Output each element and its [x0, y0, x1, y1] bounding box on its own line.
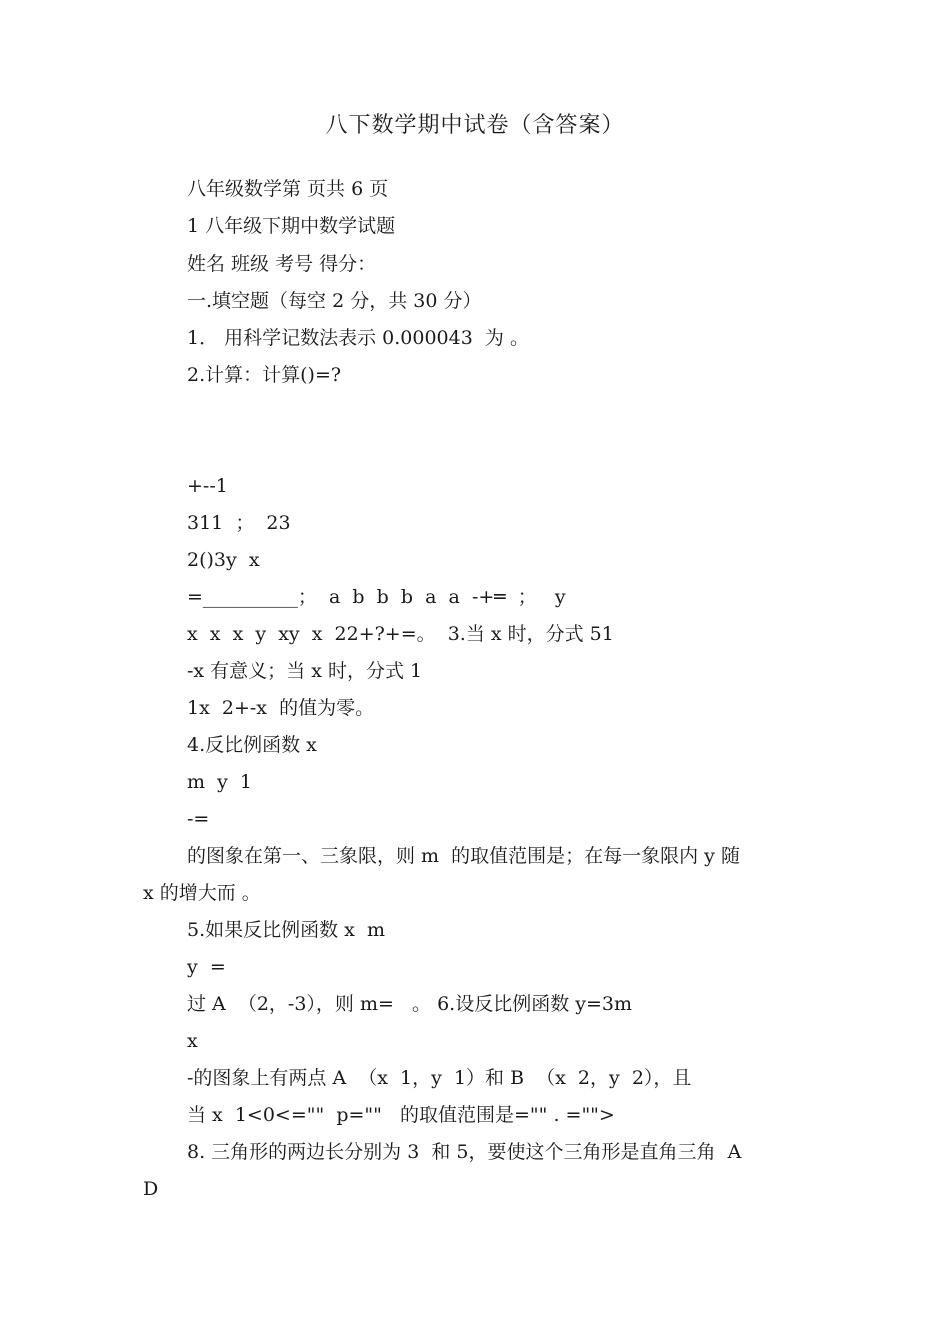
- page-info-line: 八年级数学第 页共 6 页: [187, 178, 389, 200]
- question-5: 5.如果反比例函数 x m: [187, 919, 385, 941]
- text-line: 311 ； 23: [187, 512, 291, 534]
- question-8: 8. 三角形的两边长分别为 3 和 5，要使这个三角形是直角三角 A: [187, 1141, 742, 1163]
- text-line: +--1: [187, 475, 228, 497]
- text-line: 1x 2+-x 的值为零。: [187, 697, 375, 719]
- text-line: -=: [187, 808, 210, 830]
- text-line: 2()3y x: [187, 549, 260, 571]
- text-line: -x 有意义；当 x 时，分式 1: [187, 660, 423, 682]
- section-heading: 一.填空题（每空 2 分，共 30 分）: [187, 290, 482, 312]
- question-3: x x x y xy x 22+?+=。 3.当 x 时，分式 51: [187, 623, 614, 645]
- question-4: 4.反比例函数 x: [187, 734, 317, 756]
- text-line: y =: [187, 956, 226, 978]
- text-line: D: [143, 1178, 159, 1200]
- document-title: 八下数学期中试卷（含答案）: [325, 113, 625, 138]
- text-line: 的图象在第一、三象限，则 m 的取值范围是；在每一象限内 y 随: [187, 845, 740, 867]
- student-info-line: 姓名 班级 考号 得分：: [187, 253, 377, 275]
- question-2: 2.计算：计算()=?: [187, 364, 342, 386]
- text-line: m y 1: [187, 771, 252, 793]
- text-line: 当 x 1<0<="" p="" 的取值范围是="" . ="">: [187, 1104, 615, 1126]
- exam-title-line: 1 八年级下期中数学试题: [187, 215, 396, 237]
- text-line: =__________； a b b b a a -+═ ； y: [187, 586, 566, 608]
- question-6: 过 A （2，-3），则 m= 。 6.设反比例函数 y=3m: [187, 993, 632, 1015]
- question-1: 1． 用科学记数法表示 0.000043 为 。: [187, 327, 529, 349]
- text-line: x 的增大而 。: [143, 882, 261, 904]
- text-line: x: [187, 1030, 198, 1052]
- text-line: -的图象上有两点 A （x 1，y 1）和 B （x 2，y 2），且: [187, 1067, 692, 1089]
